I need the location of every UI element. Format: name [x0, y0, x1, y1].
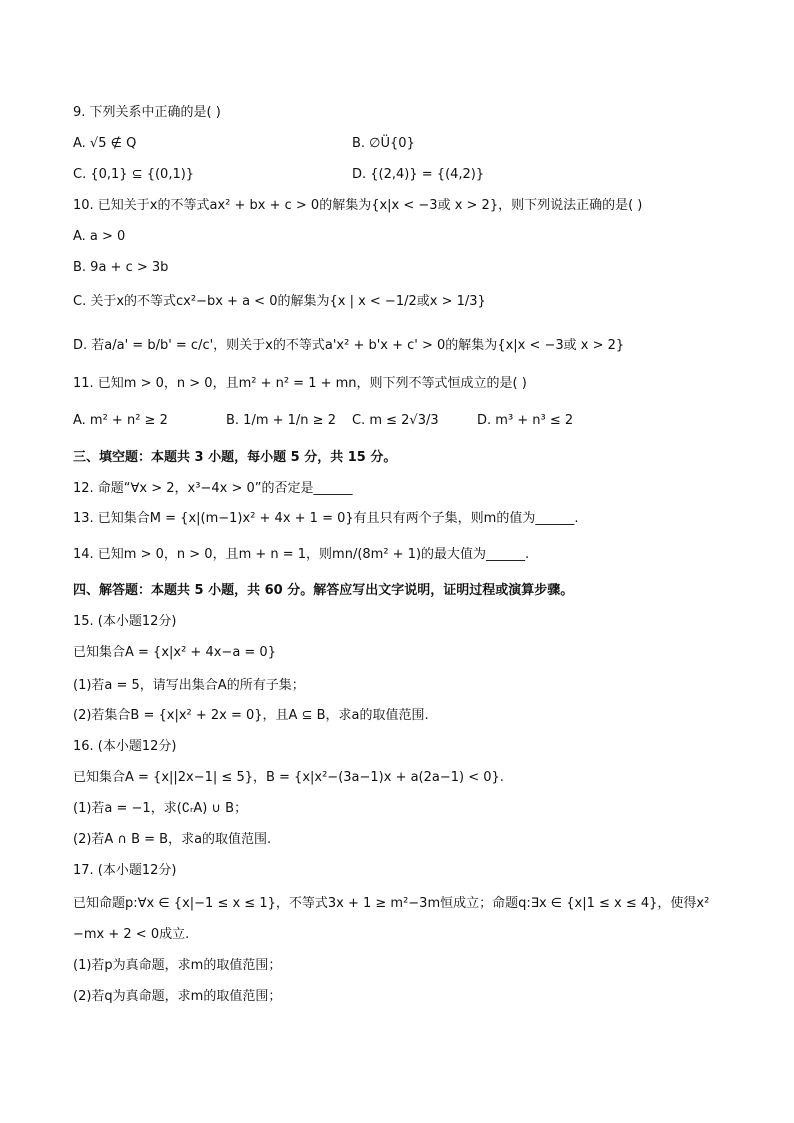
question-12: 12. 命题“∀x > 2，x³−4x > 0”的否定是______	[73, 481, 353, 496]
question-17-title: 17. (本小题12分)	[73, 863, 177, 878]
question-16-stem: 已知集合A = {x||2x−1| ≤ 5}，B = {x|x²−(3a−1)x + a(2a−1) < 0}.	[73, 770, 504, 785]
question-9-stem: 9. 下列关系中正确的是( )	[73, 105, 221, 120]
question-17-stem-line-2: −mx + 2 < 0成立.	[73, 927, 190, 942]
question-16-part-2: (2)若A ∩ B = B，求a的取值范围.	[73, 832, 272, 847]
question-10-option-b: B. 9a + c > 3b	[73, 260, 169, 275]
question-14: 14. 已知m > 0，n > 0，且m + n = 1，则mn/(8m² + 1)的最大值为______.	[73, 547, 530, 562]
question-15-part-2: (2)若集合B = {x|x² + 2x = 0}，且A ⊆ B，求a的取值范围.	[73, 708, 429, 723]
question-11-option-a: A. m² + n² ≥ 2	[73, 413, 168, 428]
question-17-stem-line-1: 已知命题p:∀x ∈ {x|−1 ≤ x ≤ 1}，不等式3x + 1 ≥ m²−3m恒成立；命题q:∃x ∈ {x|1 ≤ x ≤ 4}，使得x²	[73, 896, 710, 911]
question-17-part-2: (2)若q为真命题，求m的取值范围；	[73, 989, 282, 1004]
question-10-option-a: A. a > 0	[73, 229, 126, 244]
question-17-part-1: (1)若p为真命题，求m的取值范围；	[73, 958, 282, 973]
question-11-stem: 11. 已知m > 0，n > 0，且m² + n² = 1 + mn，则下列不等式恒成立的是( )	[73, 376, 527, 391]
question-9-option-b: B. ∅Ü{0}	[352, 136, 415, 151]
question-9-option-d: D. {(2,4)} = {(4,2)}	[352, 167, 485, 182]
section-3-heading: 三、填空题：本题共 3 小题，每小题 5 分，共 15 分。	[73, 450, 397, 465]
question-15-stem: 已知集合A = {x|x² + 4x−a = 0}	[73, 645, 276, 660]
question-15-title: 15. (本小题12分)	[73, 614, 177, 629]
question-11-option-d: D. m³ + n³ ≤ 2	[477, 413, 574, 428]
question-16-part-1: (1)若a = −1，求(∁ᵣA) ∪ B；	[73, 801, 248, 816]
section-4-heading: 四、解答题：本题共 5 小题，共 60 分。解答应写出文字说明，证明过程或演算步骤。	[73, 583, 574, 598]
question-11-option-c: C. m ≤ 2√3/3	[352, 413, 439, 428]
question-9-option-a: A. √5 ∉ Q	[73, 136, 137, 151]
question-10-stem: 10. 已知关于x的不等式ax² + bx + c > 0的解集为{x|x < −3或 x > 2}，则下列说法正确的是( )	[73, 198, 643, 213]
question-15-part-1: (1)若a = 5，请写出集合A的所有子集；	[73, 678, 305, 693]
question-16-title: 16. (本小题12分)	[73, 739, 177, 754]
question-13: 13. 已知集合M = {x|(m−1)x² + 4x + 1 = 0}有且只有两个子集，则m的值为______.	[73, 511, 579, 526]
question-9-option-c: C. {0,1} ⊆ {(0,1)}	[73, 167, 195, 182]
question-10-option-d: D. 若a/a' = b/b' = c/c'，则关于x的不等式a'x² + b'x + c' > 0的解集为{x|x < −3或 x > 2}	[73, 338, 625, 353]
question-10-option-c: C. 关于x的不等式cx²−bx + a < 0的解集为{x | x < −1/2或x > 1/3}	[73, 294, 486, 309]
question-11-option-b: B. 1/m + 1/n ≥ 2	[226, 413, 336, 428]
